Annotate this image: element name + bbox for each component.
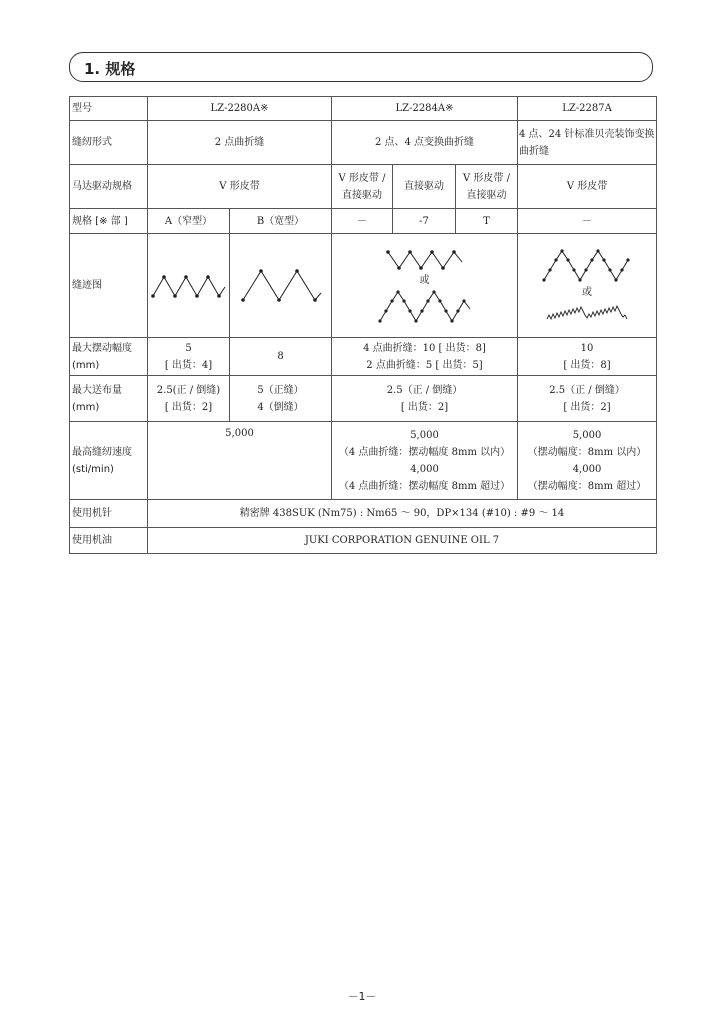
max-feed-label-2: (mm) [72,401,100,413]
max-width-a-1: 5 [185,342,192,354]
model-lz2280a: LZ-2280A※ [148,97,332,121]
max-width-d-2: [ 出货：8] [563,359,611,371]
motor-2c-line2: 直接驱动 [466,189,507,201]
stitch-type-3: 4 点、24 针标准贝壳装饰变换曲折缝 [518,121,657,165]
max-feed-a [148,376,230,422]
row-stitch-type [70,121,657,165]
max-width-b: 8 [230,338,332,376]
spec-d: -7 [393,209,456,234]
max-feed-d-2: [ 出货：2] [563,401,611,413]
motor-2b: 直接驱动 [393,165,456,209]
max-width-label-2: (mm) [72,359,100,371]
row-oil [70,528,657,554]
max-feed-label [70,376,148,422]
oil-label: 使用机油 [70,528,148,554]
max-width-label-1: 最大摆动幅度 [72,342,132,354]
zigzag-4pt-diagram [541,248,633,284]
row-max-width [70,338,657,376]
max-speed-c [518,422,657,500]
max-feed-a-2: [ 出货：2] [164,401,213,413]
pattern-2pt-narrow [148,234,230,338]
max-width-a-2: [ 出货：4] [164,359,213,371]
needle-value: 精密牌 438SUK (Nm75) : Nm65 ～ 90，DP×134 (#10) : #9 ～ 14 [148,500,657,528]
motor-2a-line2: 直接驱动 [342,189,382,201]
row-needle [70,500,657,528]
shell-stitch-diagram [545,301,629,323]
max-speed-label [70,422,148,500]
motor-2a [332,165,393,209]
max-feed-c-2: [ 出货：2] [400,401,449,413]
max-feed-b-2: 4（倒缝） [257,401,304,413]
max-feed-b [230,376,332,422]
zigzag-2pt-diagram [385,246,465,272]
model-label: 型号 [70,97,148,121]
spec-b: B（宽型） [230,209,332,234]
max-feed-label-1: 最大送布量 [72,384,122,396]
max-speed-label-2: (sti/min) [72,463,114,475]
pattern-or-1: 或 [419,275,430,286]
max-speed-a: 5,000 [148,422,332,500]
motor-label: 马达驱动规格 [70,165,148,209]
section-heading [69,52,653,82]
pattern-2pt-wide [230,234,332,338]
stitch-type-label: 缝纫形式 [70,121,148,165]
row-spec [70,209,657,234]
pattern-4pt-shell [518,234,657,338]
zigzag-4pt-diagram [377,289,473,325]
max-feed-c-1: 2.5（正 / 倒缝） [386,384,463,396]
max-speed-b-3: 4,000 [410,463,439,475]
max-speed-b-4: （4 点曲折缝：摆动幅度 8mm 超过） [338,480,511,492]
motor-2c [456,165,518,209]
motor-2a-line1: V 形皮带 / [338,172,386,184]
max-width-a [148,338,230,376]
row-max-feed [70,376,657,422]
spec-c: － [332,209,393,234]
max-speed-b-1: 5,000 [410,429,439,441]
motor-2c-line1: V 形皮带 / [463,172,510,184]
max-speed-c-3: 4,000 [572,463,602,475]
row-motor [70,165,657,209]
spec-f: － [518,209,657,234]
row-pattern [70,234,657,338]
spec-e: T [456,209,518,234]
page-number: －1－ [347,990,377,1003]
max-width-c [332,338,518,376]
model-lz2284a: LZ-2284A※ [332,97,518,121]
max-width-label [70,338,148,376]
motor-1: V 形皮带 [148,165,332,209]
zigzag-narrow-diagram [150,271,228,301]
zigzag-wide-diagram [239,267,323,305]
model-lz2287a: LZ-2287A [518,97,657,121]
section-title: 1. 规格 [84,60,136,78]
max-feed-d-1: 2.5（正 / 倒缝） [549,384,625,396]
spec-label: 规格 [※ 部 ] [70,209,148,234]
pattern-or-2: 或 [582,287,593,298]
max-feed-b-1: 5（正缝） [257,384,304,396]
max-width-c-1: 4 点曲折缝：10 [ 出货：8] [363,342,486,354]
row-model [70,97,657,121]
max-width-d [518,338,657,376]
pattern-2pt-4pt [332,234,518,338]
max-speed-label-1: 最高缝纫速度 [72,446,132,458]
max-feed-d [518,376,657,422]
max-speed-c-1: 5,000 [572,429,602,441]
max-feed-a-1: 2.5(正 / 倒缝) [156,384,221,396]
needle-label: 使用机针 [70,500,148,528]
spec-table [69,96,657,554]
motor-3: V 形皮带 [518,165,657,209]
row-max-speed [70,422,657,500]
stitch-type-2: 2 点、4 点变换曲折缝 [332,121,518,165]
max-speed-b [332,422,518,500]
spec-a: A（窄型） [148,209,230,234]
max-speed-c-2: （摆动幅度：8mm 以内） [527,446,647,458]
pattern-label: 缝迹图 [70,234,148,338]
max-feed-c [332,376,518,422]
max-width-c-2: 2 点曲折缝：5 [ 出货：5] [366,359,483,371]
max-speed-b-2: （4 点曲折缝：摆动幅度 8mm 以内） [338,446,511,458]
max-speed-c-4: （摆动幅度：8mm 超过） [527,480,647,492]
oil-value: JUKI CORPORATION GENUINE OIL 7 [148,528,657,554]
stitch-type-1: 2 点曲折缝 [148,121,332,165]
max-width-d-1: 10 [580,342,594,354]
